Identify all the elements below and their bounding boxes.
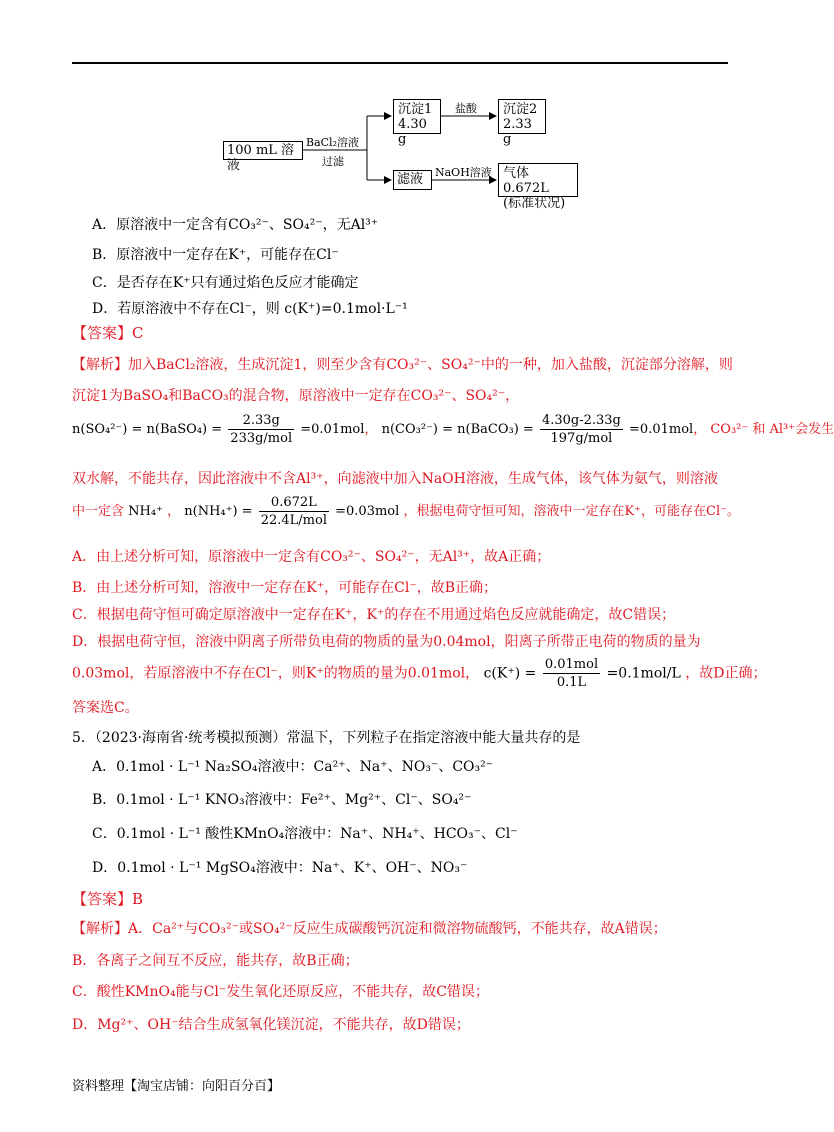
q4-explanation-line2: 沉淀1为BaSO₄和BaCO₃的混合物，原溶液中一定存在CO₃²⁻、SO₄²⁻， [72, 388, 520, 404]
eq1-left: n(SO₄²⁻) = n(BaSO₄) = [72, 422, 223, 437]
q5-option-a: A．0.1mol · L⁻¹ Na₂SO₄溶液中：Ca²⁺、Na⁺、NO₃⁻、CO₃²⁻ [92, 759, 494, 775]
eq3-numerator: 0.672L [259, 494, 329, 512]
eq2-left: n(CO₃²⁻) = n(BaCO₃) = [381, 422, 534, 437]
eq4-denominator: 0.1L [556, 675, 587, 690]
eq1-numerator: 2.33g [228, 412, 294, 430]
eq4-left: c(K⁺) = [483, 665, 537, 682]
eq4-fraction [543, 656, 600, 691]
q4-pd2-tail: ，故D正确； [685, 665, 767, 682]
eq4-result: =0.1mol/L [606, 665, 681, 682]
eq4-numerator: 0.01mol [544, 657, 599, 672]
q5-explanation-b: B．各离子之间互不反应，能共存，故B正确； [72, 953, 359, 969]
q5-answer: 【答案】B [72, 890, 144, 908]
q5-explanation-c: C．酸性KMnO₄能与Cl⁻发生氧化还原反应，不能共存，故C错误； [72, 984, 489, 1000]
reagent-bacl2-label: BaCl₂溶液 [306, 136, 359, 149]
q4-line5-tail: ，根据电荷守恒可知，溶液中一定存在K⁺，可能存在Cl⁻。 [403, 504, 740, 519]
precipitate2-name: 沉淀2 [503, 102, 538, 117]
precipitate1-mass: 4.30 g [398, 117, 427, 147]
q4-explanation-line1: 【解析】加入BaCl₂溶液，生成沉淀1，则至少含有CO₃²⁻、SO₄²⁻中的一种，加入盐酸，沉淀部分溶解，则 [72, 357, 733, 373]
q5-stem: 5．（2023·海南省·统考模拟预测）常温下，下列粒子在指定溶液中能大量共存的是 [72, 730, 581, 746]
filtrate-box: 滤液 [393, 170, 432, 190]
eq3-denominator: 22.4L/mol [260, 513, 327, 528]
start-solution-box: 100 mL 溶液 [223, 141, 303, 160]
q5-explanation-a: 【解析】A．Ca²⁺与CO₃²⁻或SO₄²⁻反应生成碳酸钙沉淀和微溶物硫酸钙，不能共存，故A错误； [72, 921, 667, 937]
eq3-fraction [259, 494, 329, 529]
precipitate1-name: 沉淀1 [398, 102, 433, 117]
acid-label: 盐酸 [455, 102, 477, 115]
q4-point-b: B．由上述分析可知，溶液中一定存在K⁺，可能存在Cl⁻，故B正确； [72, 580, 498, 596]
q5-option-c: C．0.1mol · L⁻¹ 酸性KMnO₄溶液中：Na⁺、NH₄⁺、HCO₃⁻、Cl⁻ [92, 826, 518, 842]
q4-final-answer: 答案选C。 [72, 700, 139, 716]
eq1-denominator: 233g/mol [230, 431, 293, 446]
gas-condition: (标准状况) [503, 196, 566, 211]
q4-line5-ion: NH₄⁺ [128, 504, 163, 519]
q4-option-b: B．原溶液中一定存在K⁺，可能存在Cl⁻ [92, 247, 339, 263]
q5-option-b: B．0.1mol · L⁻¹ KNO₃溶液中：Fe²⁺、Mg²⁺、Cl⁻、SO₄²⁻ [92, 792, 472, 808]
q4-equation-line: n(SO₄²⁻) = n(BaSO₄) = $\frac{2.33g}{\text{233g/mol}}$ =0.01mol， n(CO₃²⁻) = n(BaCO₃) = $\frac{4.30g-2.33g}{\text{197g/mol}}$ =0.01mol， CO₃²⁻ 和 Al³⁺会发生 [72, 413, 834, 446]
q4-explanation-line3-tail: CO₃²⁻ 和 Al³⁺会发生 [710, 422, 834, 437]
eq1-result: =0.01mol [300, 422, 365, 437]
gas-box [498, 163, 578, 211]
q4-pd2-head: 0.03mol，若原溶液中不存在Cl⁻，则K⁺的物质的量为0.01mol， [72, 665, 480, 682]
filter-label: 过滤 [322, 155, 344, 168]
q4-option-c: C．是否存在K⁺只有通过焰色反应才能确定 [92, 275, 359, 291]
q5-option-d: D．0.1mol · L⁻¹ MgSO₄溶液中：Na⁺、K⁺、OH⁻、NO₃⁻ [92, 860, 468, 876]
eq2-denominator: 197g/mol [550, 431, 613, 446]
q4-point-a: A．由上述分析可知，原溶液中一定含有CO₃²⁻、SO₄²⁻，无Al³⁺，故A正确； [72, 549, 551, 565]
eq2-numerator: 4.30g-2.33g [541, 413, 621, 428]
eq3-result: =0.03mol [335, 504, 400, 519]
q4-point-d-line2 [72, 656, 766, 691]
precipitate2-box [498, 99, 546, 147]
q4-explanation-line4: 双水解，不能共存，因此溶液中不含Al³⁺，向滤液中加入NaOH溶液，生成气体，该气体为氨气，则溶液 [72, 471, 718, 487]
q4-explanation-line5: 中一定含 NH₄⁺ ， n(NH₄⁺) = $\frac{0.672L}{\text{22.4L/mol}}$ =0.03mol ，根据电荷守恒可知，溶液中一定存在K⁺，可能存在Cl⁻。 [72, 495, 740, 528]
eq2-fraction [540, 412, 623, 447]
eq1-fraction [228, 412, 294, 447]
naoh-label: NaOH溶液 [435, 166, 492, 179]
q5-explanation-d: D．Mg²⁺、OH⁻结合生成氢氧化镁沉淀，不能共存，故D错误； [72, 1017, 470, 1033]
q4-point-c: C．根据电荷守恒可确定原溶液中一定存在K⁺，K⁺的存在不用通过焰色反应就能确定，故C错误； [72, 607, 676, 623]
q4-line5-head: 中一定含 [72, 504, 125, 519]
eq3-left: n(NH₄⁺) = [184, 504, 253, 519]
eq2-result: =0.01mol [629, 422, 694, 437]
precipitate1-box [393, 99, 441, 147]
q4-answer: 【答案】C [72, 324, 144, 342]
q4-option-a: A．原溶液中一定含有CO₃²⁻、SO₄²⁻，无Al³⁺ [92, 217, 379, 233]
gas-volume: 气体0.672L [503, 166, 549, 196]
precipitate2-mass: 2.33 g [503, 117, 532, 147]
footer-source: 资料整理【淘宝店铺：向阳百分百】 [72, 1079, 281, 1094]
q4-point-d-line1: D．根据电荷守恒，溶液中阴离子所带负电荷的物质的量为0.04mol，阳离子所带正电荷的物质的量为 [72, 634, 701, 650]
q4-option-d: D．若原溶液中不存在Cl⁻，则 c(K⁺)=0.1mol·L⁻¹ [92, 301, 408, 317]
